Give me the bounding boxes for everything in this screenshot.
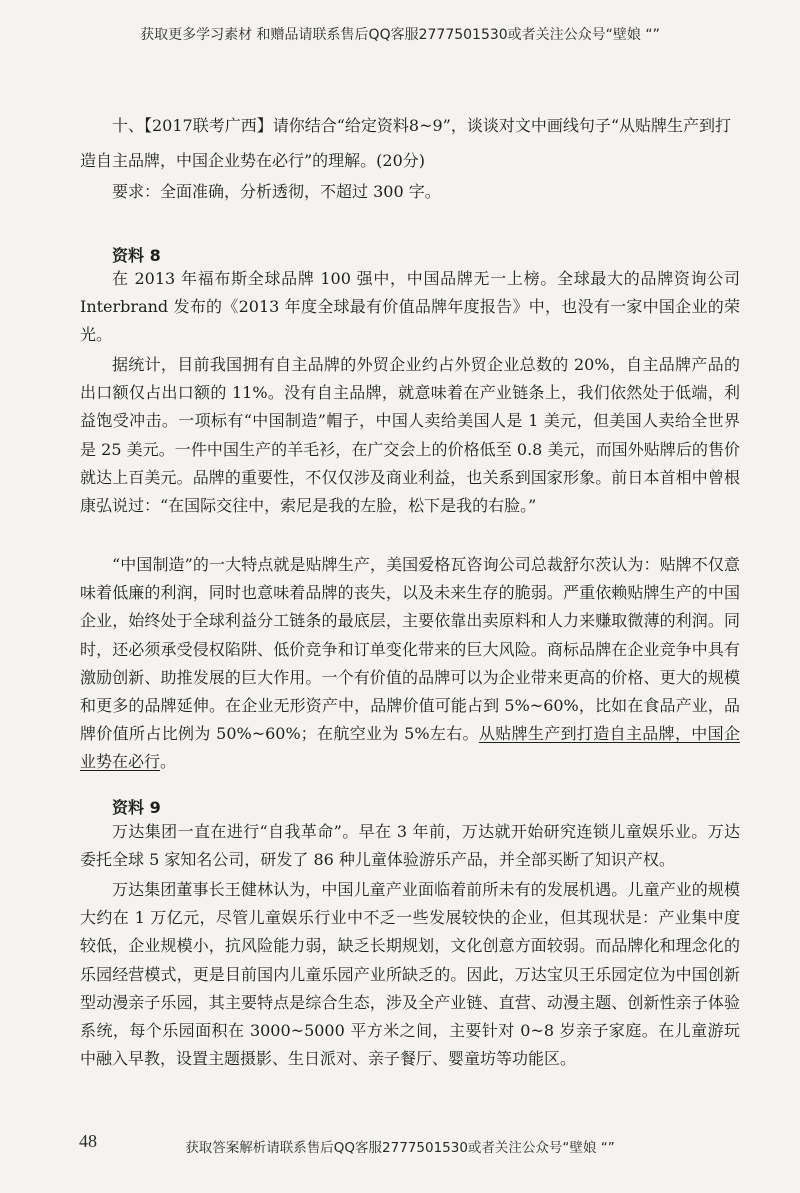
material-8-paragraph-3-body: “中国制造”的一大特点就是贴牌生产，美国爱格瓦咨询公司总裁舒尔茨认为：贴牌不仅意味着低廉的利润，同时也意味着品牌的丧失，以及未来生存的脆弱。严重依赖贴牌生产的中国企业，始终处于全球利益分工链条的最底层，主要依靠出卖原料和人力来赚取微薄的利润。同时，还必须承受侵权陷阱、低价竞争和订单变化带来的巨大风险。商标品牌在企业竞争中具有激励创新、助推发展的巨大作用。一个有价值的品牌可以为企业带来更高的价格、更大的规模和更多的品牌延伸。在企业无形资产中，品牌价值可能占到 5%~60%，比如在食品产业，品牌价值所占比例为 50%~60%；在航空业为 5%左右。 [80, 555, 740, 744]
material-8-paragraph-3-end: 。 [160, 752, 177, 772]
material-8-paragraph-1: 在 2013 年福布斯全球品牌 100 强中，中国品牌无一上榜。全球最大的品牌资询公司 Interbrand 发布的《2013 年度全球最有价值品牌年度报告》中，也没有一家中国企业的荣光。 [80, 269, 740, 345]
footer-note: 获取答案解析请联系售后QQ客服2777501530或者关注公众号“壁娘 “” [185, 1140, 615, 1156]
material-9-title: 资料 9 [112, 798, 161, 817]
material-8-paragraph-3 [80, 551, 740, 777]
underlined-key-sentence: 从贴牌生产到打造自主品牌，中国企业势在必行 [80, 724, 740, 772]
material-8-title: 资料 8 [112, 246, 161, 265]
header-note: 获取更多学习素材 和赠品请联系售后QQ客服2777501530或者关注公众号“壁娘 “” [140, 27, 660, 43]
material-9-paragraph-1: 万达集团一直在进行“自我革命”。早在 3 年前，万达就开始研究连锁儿童娱乐业。万达委托全球 5 家知名公司，研发了 86 种儿童体验游乐产品，并全部买断了知识产权。 [80, 822, 740, 870]
question-text: 十、【2017联考广西】请你结合“给定资料8~9”，谈谈对文中画线句子“从贴牌生产到打造自主品牌，中国企业势在必行”的理解。(20分) [80, 116, 732, 170]
question-requirement: 要求：全面准确，分析透彻，不超过 300 字。 [112, 182, 441, 201]
material-9-paragraph-2: 万达集团董事长王健林认为，中国儿童产业面临着前所未有的发展机遇。儿童产业的规模大约在 1 万亿元，尽管儿童娱乐行业中不乏一些发展较快的企业，但其现状是：产业集中度较低，企业规模小，抗风险能力弱，缺乏长期规划，文化创意方面较弱。而品牌化和理念化的乐园经营模式，更是目前国内儿童乐园产业所缺乏的。因此，万达宝贝王乐园定位为中国创新型动漫亲子乐园，其主要特点是综合生态，涉及全产业链、直营、动漫主题、创新性亲子体验系统，每个乐园面积在 3000~5000 平方米之间，主要针对 0~8 岁亲子家庭。在儿童游玩中融入早教，设置主题摄影、生日派对、亲子餐厅、婴童坊等功能区。 [80, 880, 740, 1069]
material-8-paragraph-2: 据统计，目前我国拥有自主品牌的外贸企业约占外贸企业总数的 20%，自主品牌产品的出口额仅占出口额的 11%。没有自主品牌，就意味着在产业链条上，我们依然处于低端，利益饱受冲击。一项标有“中国制造”帽子，中国人卖给美国人是 1 美元，但美国人卖给全世界是 25 美元。一件中国生产的羊毛衫，在广交会上的价格低至 0.8 美元，而国外贴牌后的售价就达上百美元。品牌的重要性，不仅仅涉及商业利益，也关系到国家形象。前日本首相中曾根康弘说过：“在国际交往中，索尼是我的左脸，松下是我的右脸。” [80, 355, 740, 516]
page-number: 48 [79, 1131, 97, 1151]
